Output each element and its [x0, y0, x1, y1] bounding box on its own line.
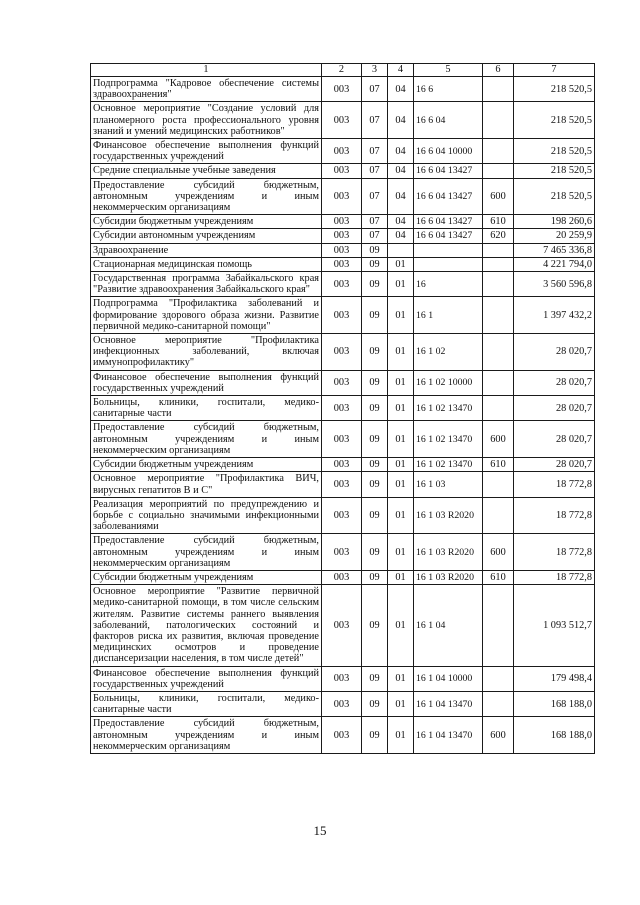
cell-vr: [483, 297, 514, 334]
table-row: [91, 178, 595, 215]
cell-sum: 218 520,5: [514, 102, 595, 139]
cell-grbs: 003: [322, 458, 362, 472]
cell-name: Предоставление субсидий бюджетным, автономным учреждениям и иным некоммерческим организациям: [91, 717, 322, 754]
cell-vr: [483, 272, 514, 297]
cell-sum: 3 560 596,8: [514, 272, 595, 297]
cell-sum: 28 020,7: [514, 421, 595, 458]
cell-pr: 04: [388, 229, 414, 243]
cell-csr: 16 1 04 10000: [414, 666, 483, 691]
cell-csr: 16 1: [414, 297, 483, 334]
table-row: [91, 297, 595, 334]
cell-sum: 18 772,8: [514, 570, 595, 584]
cell-rz: 09: [362, 472, 388, 497]
cell-name: Предоставление субсидий бюджетным, автономным учреждениям и иным некоммерческим организациям: [91, 534, 322, 571]
cell-csr: 16 1 04: [414, 585, 483, 666]
cell-vr: 600: [483, 717, 514, 754]
cell-rz: 09: [362, 691, 388, 716]
cell-vr: 600: [483, 178, 514, 215]
cell-vr: [483, 257, 514, 271]
cell-vr: [483, 472, 514, 497]
budget-table: [90, 63, 595, 754]
cell-csr: 16 1 04 13470: [414, 691, 483, 716]
page-number: 15: [313, 823, 327, 838]
table-row: [91, 257, 595, 271]
cell-name: Государственная программа Забайкальского края "Развитие здравоохранения Забайкальского края": [91, 272, 322, 297]
cell-vr: [483, 585, 514, 666]
cell-sum: 28 020,7: [514, 396, 595, 421]
table-row: [91, 102, 595, 139]
cell-csr: [414, 243, 483, 257]
cell-name: Финансовое обеспечение выполнения функций государственных учреждений: [91, 370, 322, 395]
cell-pr: [388, 243, 414, 257]
cell-pr: 01: [388, 334, 414, 371]
cell-rz: 09: [362, 534, 388, 571]
cell-sum: 218 520,5: [514, 178, 595, 215]
table-row: [91, 370, 595, 395]
table-row: [91, 497, 595, 534]
cell-rz: 09: [362, 396, 388, 421]
cell-pr: 01: [388, 458, 414, 472]
cell-csr: 16 6 04 13427: [414, 215, 483, 229]
cell-vr: [483, 691, 514, 716]
table-header: [91, 64, 595, 77]
cell-grbs: 003: [322, 102, 362, 139]
cell-vr: [483, 164, 514, 178]
cell-vr: [483, 77, 514, 102]
cell-csr: 16: [414, 272, 483, 297]
cell-pr: 01: [388, 570, 414, 584]
cell-sum: 168 188,0: [514, 691, 595, 716]
cell-rz: 09: [362, 585, 388, 666]
cell-vr: 610: [483, 458, 514, 472]
cell-grbs: 003: [322, 164, 362, 178]
cell-name: Субсидии автономным учреждениям: [91, 229, 322, 243]
cell-csr: 16 1 03 R2020: [414, 534, 483, 571]
cell-csr: 16 1 02 10000: [414, 370, 483, 395]
cell-rz: 09: [362, 458, 388, 472]
cell-pr: 01: [388, 497, 414, 534]
cell-vr: [483, 139, 514, 164]
cell-csr: 16 6 04 13427: [414, 164, 483, 178]
cell-grbs: 003: [322, 421, 362, 458]
cell-grbs: 003: [322, 139, 362, 164]
header-cell-csr: 5: [414, 64, 483, 77]
table-row: [91, 666, 595, 691]
cell-grbs: 003: [322, 570, 362, 584]
cell-pr: 01: [388, 396, 414, 421]
cell-csr: 16 1 03 R2020: [414, 570, 483, 584]
cell-grbs: 003: [322, 691, 362, 716]
cell-rz: 09: [362, 497, 388, 534]
table-row: [91, 534, 595, 571]
cell-grbs: 003: [322, 497, 362, 534]
header-cell-sum: 7: [514, 64, 595, 77]
cell-vr: [483, 666, 514, 691]
cell-vr: 610: [483, 215, 514, 229]
cell-pr: 01: [388, 257, 414, 271]
cell-vr: [483, 396, 514, 421]
cell-sum: 198 260,6: [514, 215, 595, 229]
table-row: [91, 691, 595, 716]
table-row: [91, 458, 595, 472]
cell-vr: [483, 370, 514, 395]
cell-rz: 09: [362, 421, 388, 458]
cell-name: Основное мероприятие "Создание условий для планомерного роста профессионального уровня знаний и умений медицинских работников": [91, 102, 322, 139]
cell-pr: 01: [388, 666, 414, 691]
cell-grbs: 003: [322, 472, 362, 497]
cell-name: Предоставление субсидий бюджетным, автономным учреждениям и иным некоммерческим организациям: [91, 178, 322, 215]
cell-pr: 04: [388, 215, 414, 229]
cell-name: Основное мероприятие "Профилактика инфекционных заболеваний, включая иммунопрофилактику": [91, 334, 322, 371]
table-body: [91, 77, 595, 754]
cell-name: Здравоохранение: [91, 243, 322, 257]
cell-grbs: 003: [322, 272, 362, 297]
cell-rz: 09: [362, 334, 388, 371]
cell-sum: 1 093 512,7: [514, 585, 595, 666]
cell-rz: 07: [362, 164, 388, 178]
cell-grbs: 003: [322, 215, 362, 229]
cell-grbs: 003: [322, 334, 362, 371]
table-row: [91, 164, 595, 178]
cell-pr: 01: [388, 297, 414, 334]
header-row: [91, 64, 595, 77]
cell-csr: 16 1 03 R2020: [414, 497, 483, 534]
header-cell-grbs: 2: [322, 64, 362, 77]
cell-name: Субсидии бюджетным учреждениям: [91, 215, 322, 229]
cell-vr: 610: [483, 570, 514, 584]
cell-name: Подпрограмма "Профилактика заболеваний и формирование здорового образа жизни. Развитие первичной медико-санитарной помощи": [91, 297, 322, 334]
cell-pr: 01: [388, 585, 414, 666]
cell-pr: 04: [388, 139, 414, 164]
cell-vr: 600: [483, 421, 514, 458]
cell-name: Субсидии бюджетным учреждениям: [91, 570, 322, 584]
cell-vr: [483, 497, 514, 534]
cell-name: Средние специальные учебные заведения: [91, 164, 322, 178]
table-row: [91, 585, 595, 666]
cell-grbs: 003: [322, 396, 362, 421]
cell-csr: [414, 257, 483, 271]
cell-csr: 16 1 02 13470: [414, 458, 483, 472]
cell-vr: 600: [483, 534, 514, 571]
cell-sum: 28 020,7: [514, 334, 595, 371]
cell-sum: 28 020,7: [514, 458, 595, 472]
cell-sum: 18 772,8: [514, 472, 595, 497]
cell-sum: 28 020,7: [514, 370, 595, 395]
cell-sum: 7 465 336,8: [514, 243, 595, 257]
cell-csr: 16 6 04 13427: [414, 229, 483, 243]
table-row: [91, 570, 595, 584]
cell-name: Основное мероприятие "Развитие первичной медико-санитарной помощи, в том числе сельским жителям. Развитие системы раннего выявления заболеваний, патологических состояний и факторов риска их развития, включая проведение медицинских осмотров и проведение диспансеризации населения, в том числе детей": [91, 585, 322, 666]
cell-rz: 09: [362, 570, 388, 584]
table-row: [91, 243, 595, 257]
cell-grbs: 003: [322, 666, 362, 691]
table-row: [91, 229, 595, 243]
cell-rz: 09: [362, 370, 388, 395]
cell-rz: 09: [362, 272, 388, 297]
cell-sum: 20 259,9: [514, 229, 595, 243]
cell-grbs: 003: [322, 717, 362, 754]
cell-rz: 07: [362, 215, 388, 229]
table-row: [91, 77, 595, 102]
table-row: [91, 421, 595, 458]
cell-vr: [483, 334, 514, 371]
cell-pr: 01: [388, 272, 414, 297]
cell-vr: [483, 243, 514, 257]
cell-sum: 18 772,8: [514, 497, 595, 534]
cell-name: Предоставление субсидий бюджетным, автономным учреждениям и иным некоммерческим организациям: [91, 421, 322, 458]
table-row: [91, 334, 595, 371]
cell-csr: 16 1 04 13470: [414, 717, 483, 754]
cell-pr: 01: [388, 691, 414, 716]
table-row: [91, 472, 595, 497]
header-cell-rz: 3: [362, 64, 388, 77]
cell-grbs: 003: [322, 585, 362, 666]
cell-pr: 01: [388, 717, 414, 754]
cell-pr: 04: [388, 77, 414, 102]
cell-pr: 04: [388, 178, 414, 215]
cell-pr: 01: [388, 421, 414, 458]
cell-grbs: 003: [322, 257, 362, 271]
cell-csr: 16 6 04: [414, 102, 483, 139]
cell-csr: 16 1 02 13470: [414, 421, 483, 458]
cell-rz: 09: [362, 297, 388, 334]
cell-name: Реализация мероприятий по предупреждению и борьбе с социально значимыми инфекционными заболеваниями: [91, 497, 322, 534]
cell-name: Финансовое обеспечение выполнения функций государственных учреждений: [91, 139, 322, 164]
cell-grbs: 003: [322, 243, 362, 257]
cell-name: Больницы, клиники, госпитали, медико-санитарные части: [91, 396, 322, 421]
cell-sum: 4 221 794,0: [514, 257, 595, 271]
cell-rz: 09: [362, 257, 388, 271]
table-row: [91, 396, 595, 421]
cell-pr: 04: [388, 102, 414, 139]
cell-pr: 01: [388, 534, 414, 571]
cell-grbs: 003: [322, 77, 362, 102]
cell-csr: 16 6 04 10000: [414, 139, 483, 164]
cell-grbs: 003: [322, 178, 362, 215]
cell-sum: 218 520,5: [514, 164, 595, 178]
cell-rz: 07: [362, 77, 388, 102]
cell-sum: 1 397 432,2: [514, 297, 595, 334]
cell-rz: 07: [362, 178, 388, 215]
cell-name: Субсидии бюджетным учреждениям: [91, 458, 322, 472]
cell-name: Подпрограмма "Кадровое обеспечение системы здравоохранения": [91, 77, 322, 102]
cell-pr: 01: [388, 472, 414, 497]
cell-vr: 620: [483, 229, 514, 243]
cell-sum: 168 188,0: [514, 717, 595, 754]
table-row: [91, 717, 595, 754]
cell-rz: 09: [362, 717, 388, 754]
cell-name: Финансовое обеспечение выполнения функций государственных учреждений: [91, 666, 322, 691]
header-cell-name: 1: [91, 64, 322, 77]
table-row: [91, 215, 595, 229]
cell-rz: 07: [362, 229, 388, 243]
header-cell-pr: 4: [388, 64, 414, 77]
cell-grbs: 003: [322, 229, 362, 243]
cell-csr: 16 1 02: [414, 334, 483, 371]
cell-pr: 04: [388, 164, 414, 178]
header-cell-vr: 6: [483, 64, 514, 77]
cell-csr: 16 1 03: [414, 472, 483, 497]
table-row: [91, 272, 595, 297]
cell-name: Больницы, клиники, госпитали, медико-санитарные части: [91, 691, 322, 716]
cell-csr: 16 6 04 13427: [414, 178, 483, 215]
cell-sum: 218 520,5: [514, 77, 595, 102]
cell-name: Основное мероприятие "Профилактика ВИЧ, вирусных гепатитов В и С": [91, 472, 322, 497]
cell-pr: 01: [388, 370, 414, 395]
cell-grbs: 003: [322, 534, 362, 571]
table-row: [91, 139, 595, 164]
cell-csr: 16 6: [414, 77, 483, 102]
cell-sum: 179 498,4: [514, 666, 595, 691]
cell-rz: 09: [362, 243, 388, 257]
cell-vr: [483, 102, 514, 139]
cell-csr: 16 1 02 13470: [414, 396, 483, 421]
cell-rz: 07: [362, 102, 388, 139]
cell-name: Стационарная медицинская помощь: [91, 257, 322, 271]
cell-grbs: 003: [322, 370, 362, 395]
cell-rz: 07: [362, 139, 388, 164]
cell-sum: 218 520,5: [514, 139, 595, 164]
cell-sum: 18 772,8: [514, 534, 595, 571]
cell-grbs: 003: [322, 297, 362, 334]
cell-rz: 09: [362, 666, 388, 691]
